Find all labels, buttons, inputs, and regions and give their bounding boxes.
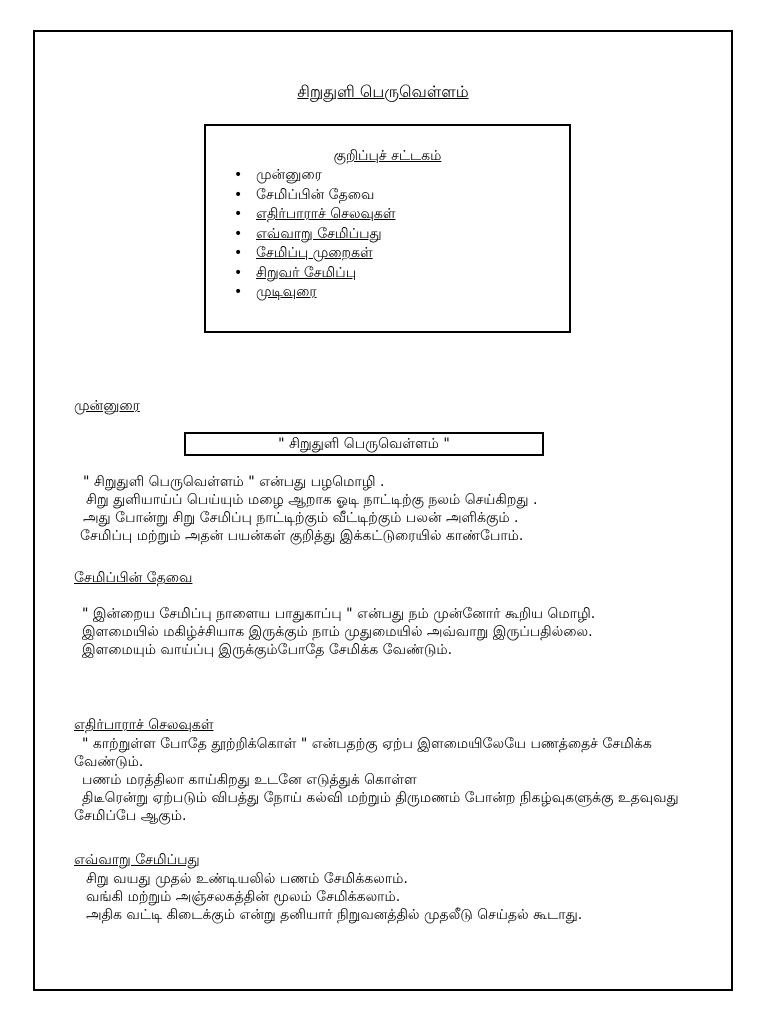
intro-paragraph bbox=[80, 473, 723, 545]
section-heading-how: எவ்வாறு சேமிப்பது bbox=[74, 852, 200, 868]
essay-page bbox=[33, 30, 733, 991]
unexpected-paragraph bbox=[74, 735, 684, 825]
outline-list bbox=[234, 166, 395, 303]
need-line: " இன்றைய சேமிப்பு நாளைய பாதுகாப்பு " என்பது நம் முன்னோர் கூறிய மொழி. bbox=[82, 606, 596, 622]
unexpected-line: " காற்றுள்ள போதே தூற்றிக்கொள் " என்பதற்கு ஏற்ப இளமையிலேயே பணத்தைச் சேமிக்க வேண்டும். bbox=[74, 736, 652, 770]
outline-item: • சேமிப்பின் தேவை bbox=[234, 186, 395, 206]
intro-line: " சிறுதுளி பெருவெள்ளம் " என்பது பழமொழி . bbox=[83, 474, 385, 490]
outline-item: • சிறுவர் சேமிப்பு bbox=[234, 264, 395, 284]
section-heading-need: சேமிப்பின் தேவை bbox=[74, 570, 193, 586]
section-heading-intro: முன்னுரை bbox=[74, 398, 140, 414]
how-line: அதிக வட்டி கிடைக்கும் என்று தனியார் நிறுவனத்தில் முதலீடு செய்தல் கூடாது. bbox=[86, 907, 583, 923]
essay-title: சிறுதுளி பெருவெள்ளம் bbox=[297, 82, 469, 101]
how-line: வங்கி மற்றும் அஞ்சலகத்தின் மூலம் சேமிக்கலாம். bbox=[86, 889, 401, 905]
outline-item: • சேமிப்பு முறைகள் bbox=[234, 244, 395, 264]
outline-item: • எதிர்பாராச் செலவுகள் bbox=[234, 205, 395, 225]
how-line: சிறு வயது முதல் உண்டியலில் பணம் சேமிக்கலாம். bbox=[86, 871, 408, 887]
unexpected-line: திடீரென்று ஏற்படும் விபத்து நோய் கல்வி மற்றும் திருமணம் போன்ற நிகழ்வுகளுக்கு உதவுவது சேமிப்பே ஆகும். bbox=[74, 790, 679, 824]
intro-line: சேமிப்பு மற்றும் அதன் பயன்கள் குறித்து இக்கட்டுரையில் காண்போம். bbox=[80, 528, 524, 544]
need-line: இளமையும் வாய்ப்பு இருக்கும்போதே சேமிக்க வேண்டும். bbox=[82, 642, 453, 658]
how-paragraph bbox=[74, 870, 694, 924]
outline-item: • முன்னுரை bbox=[234, 166, 395, 186]
need-line: இளமையில் மகிழ்ச்சியாக இருக்கும் நாம் முதுமையில் அவ்வாறு இருப்பதில்லை. bbox=[82, 624, 593, 640]
proverb-text: " சிறுதுளி பெருவெள்ளம் " bbox=[278, 436, 450, 452]
need-paragraph bbox=[74, 605, 674, 659]
outline-item: • முடிவுரை bbox=[234, 283, 395, 303]
section-heading-unexpected: எதிர்பாராச் செலவுகள் bbox=[74, 717, 214, 733]
outline-heading: குறிப்புச் சட்டகம் bbox=[333, 148, 442, 164]
unexpected-line: பணம் மரத்திலா காய்கிறது உடனே எடுத்துக் கொள்ள bbox=[82, 772, 417, 788]
intro-line: சிறு துளியாய்ப் பெய்யும் மழை ஆறாக ஓடி நாட்டிற்கு நலம் செய்கிறது . bbox=[86, 492, 538, 508]
outline-item: • எவ்வாறு சேமிப்பது bbox=[234, 225, 395, 245]
proverb-box bbox=[184, 432, 544, 456]
outline-box bbox=[204, 124, 571, 333]
intro-line: அது போன்று சிறு சேமிப்பு நாட்டிற்கும் வீட்டிற்கும் பலன் அளிக்கும் . bbox=[83, 510, 519, 526]
